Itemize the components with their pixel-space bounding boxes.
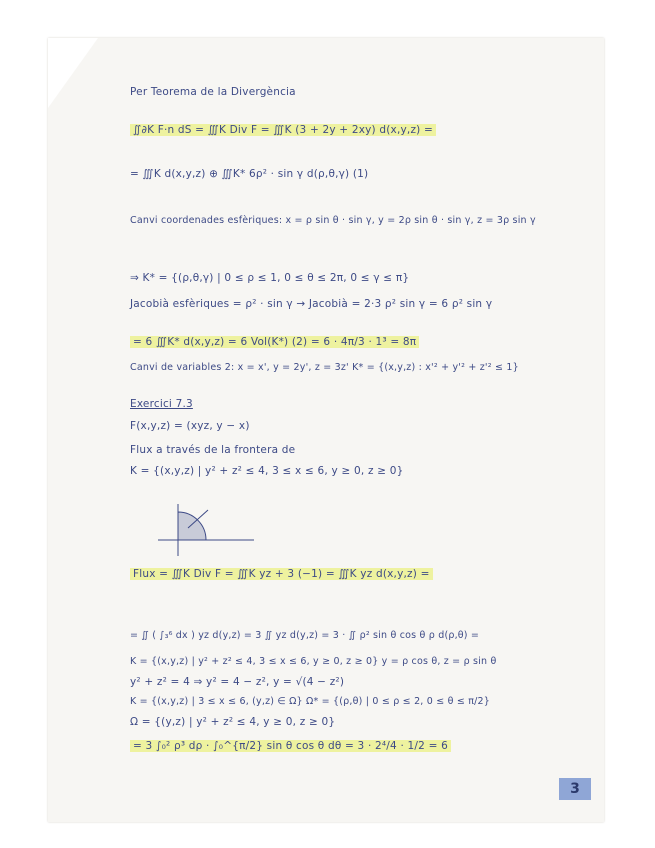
equation-text: ∬∂K F·n dS = ∭K Div F = ∭K (3 + 2y + 2xy) d(x,y,z) = xyxy=(130,124,436,136)
equation-text: K = {(x,y,z) | y² + z² ≤ 4, 3 ≤ x ≤ 6, y ≥ 0, z ≥ 0} y = ρ cos θ, z = ρ sin θ xyxy=(130,656,497,667)
equation-line xyxy=(130,336,419,348)
exercise-title xyxy=(130,398,193,410)
equation-text: Canvi de variables 2: x = x', y = 2y', z = 3z' K* = {(x,y,z) : x'² + y'² + z'² ≤ 1} xyxy=(130,362,519,373)
equation-text: Canvi coordenades esfèriques: x = ρ sin θ · sin γ, y = 2ρ sin θ · sin γ, z = 3ρ sin γ xyxy=(130,215,536,226)
folded-corner xyxy=(48,38,98,108)
equation-text: K = {(x,y,z) | y² + z² ≤ 4, 3 ≤ x ≤ 6, y ≥ 0, z ≥ 0} xyxy=(130,465,404,477)
equation-line xyxy=(130,676,344,688)
equation-text: = 6 ∭K* d(x,y,z) = 6 Vol(K*) (2) = 6 · 4π/3 · 1³ = 8π xyxy=(130,336,419,348)
equation-line xyxy=(130,630,479,641)
equation-text: = ∭K d(x,y,z) ⊕ ∭K* 6ρ² · sin γ d(ρ,θ,γ) (1) xyxy=(130,168,369,180)
equation-line xyxy=(130,215,536,226)
equation-line xyxy=(130,696,490,707)
equation-text: Flux a través de la frontera de xyxy=(130,444,296,456)
equation-line xyxy=(130,716,335,728)
equation-line xyxy=(130,420,250,432)
equation-line xyxy=(130,465,404,477)
page-heading: Per Teorema de la Divergència xyxy=(130,86,296,98)
equation-text: Exercici 7.3 xyxy=(130,398,193,410)
equation-line xyxy=(130,656,496,667)
equation-line xyxy=(130,362,519,373)
equation-line xyxy=(130,272,409,284)
equation-text: Ω = {(y,z) | y² + z² ≤ 4, y ≥ 0, z ≥ 0} xyxy=(130,716,336,728)
equation-line xyxy=(130,168,368,180)
equation-line xyxy=(130,124,436,136)
equation-text: Jacobià esfèriques = ρ² · sin γ → Jacobià = 2·3 ρ² sin γ = 6 ρ² sin γ xyxy=(130,298,493,310)
equation-text: ⇒ K* = {(ρ,θ,γ) | 0 ≤ ρ ≤ 1, 0 ≤ θ ≤ 2π, 0 ≤ γ ≤ π} xyxy=(130,272,410,284)
equation-text: Flux = ∭K Div F = ∭K yz + 3 (−1) = ∭K yz d(x,y,z) = xyxy=(130,568,433,580)
equation-text: F(x,y,z) = (xyz, y − x) xyxy=(130,420,250,432)
equation-text: = 3 ∫₀² ρ³ dρ · ∫₀^{π/2} sin θ cos θ dθ = 3 · 2⁴/4 · 1/2 = 6 xyxy=(130,740,451,752)
equation-text: y² + z² = 4 ⇒ y² = 4 − z², y = √(4 − z²) xyxy=(130,676,345,688)
equation-text: = ∬ ( ∫₃⁶ dx ) yz d(y,z) = 3 ∬ yz d(y,z) = 3 · ∬ ρ² sin θ cos θ ρ d(ρ,θ) = xyxy=(130,630,480,641)
equation-text: K = {(x,y,z) | 3 ≤ x ≤ 6, (y,z) ∈ Ω} Ω* = {(ρ,θ) | 0 ≤ ρ ≤ 2, 0 ≤ θ ≤ π/2} xyxy=(130,696,491,707)
page-number-badge: 3 xyxy=(559,778,591,800)
equation-line xyxy=(130,444,295,456)
equation-line xyxy=(130,740,451,752)
equation-line xyxy=(130,298,492,310)
region-sketch xyxy=(148,500,258,560)
equation-line xyxy=(130,568,433,580)
